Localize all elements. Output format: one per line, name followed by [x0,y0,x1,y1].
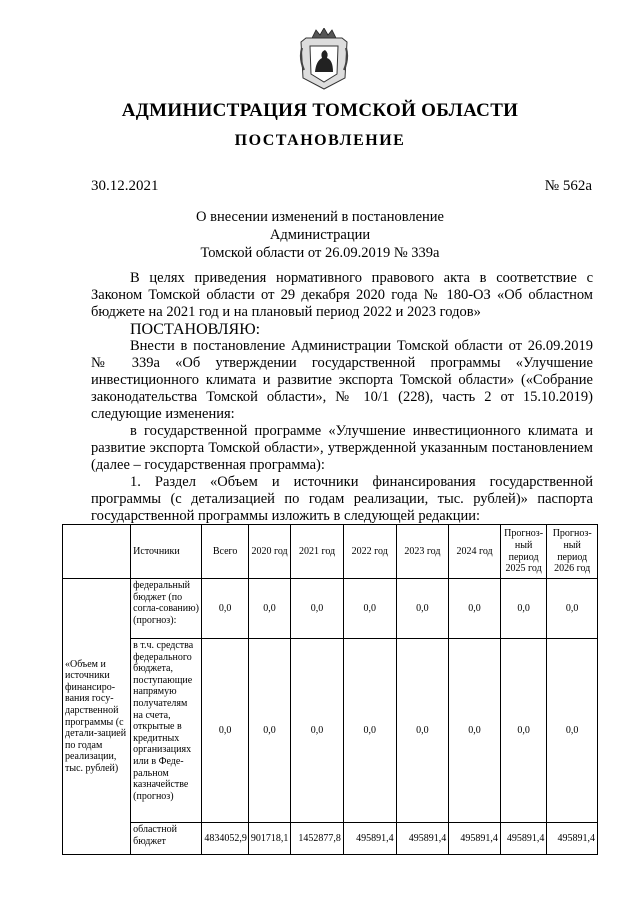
table-row [63,579,598,639]
document-type: ПОСТАНОВЛЕНИЕ [234,132,406,149]
section-paragraph: 1. Раздел «Объем и источники финансирования государственной программы (с детализацией по годам реализации, тыс. рублей)» паспорта государственной программы изложить в следующей редакции: [91,474,593,524]
source-cell: областной бюджет [131,823,202,855]
program-paragraph: в государственной программе «Улучшение инвестиционного климата и развитие экспорта Томской области», утвержденной указанным постановлением (далее – государственная программа): [91,423,593,473]
column-header: Прогноз-ный период 2025 год [500,525,546,579]
value-cell: 495891,4 [547,823,598,855]
value-cell: 0,0 [500,639,546,823]
value-cell: 0,0 [500,579,546,639]
value-cell: 0,0 [449,579,501,639]
value-cell: 901718,1 [248,823,290,855]
preamble-paragraph: В целях приведения нормативного правового акта в соответствие с Законом Томской области от 29 декабря 2020 года № 180-ОЗ «Об областном бюджете на 2021 год и на плановый период 2022 и 2023 годов» [91,270,593,320]
value-cell: 0,0 [202,639,248,823]
subject-line-1: О внесении изменений в постановление Администрации [196,209,444,243]
value-cell: 0,0 [248,639,290,823]
column-header: 2020 год [248,525,290,579]
row-header-cell: «Объем и источники финансиро-вания госу-дарственной программы (с детали-зацией по годам реализации, тыс. рублей) [63,579,131,855]
column-header: Всего [202,525,248,579]
value-cell: 0,0 [343,579,396,639]
document-date: 30.12.2021 [91,178,159,194]
value-cell: 0,0 [396,639,449,823]
value-cell: 495891,4 [396,823,449,855]
table-corner-cell [63,525,131,579]
column-header: Прогноз-ный период 2026 год [547,525,598,579]
value-cell: 0,0 [291,579,344,639]
funding-table [62,524,598,855]
column-header: 2023 год [396,525,449,579]
value-cell: 0,0 [547,639,598,823]
value-cell: 0,0 [449,639,501,823]
agency-title: АДМИНИСТРАЦИЯ ТОМСКОЙ ОБЛАСТИ [121,100,519,121]
value-cell: 495891,4 [449,823,501,855]
document-body [91,270,593,525]
value-cell: 0,0 [396,579,449,639]
table-header-row [63,525,598,579]
value-cell: 4834052,9 [202,823,248,855]
source-cell: федеральный бюджет (по согла-сованию) (прогноз): [131,579,202,639]
column-header: 2024 год [449,525,501,579]
column-header: 2022 год [343,525,396,579]
value-cell: 495891,4 [500,823,546,855]
value-cell: 0,0 [202,579,248,639]
document-subject [150,208,490,262]
document-number: № 562а [544,178,592,194]
value-cell: 1452877,8 [291,823,344,855]
column-header: Источники [131,525,202,579]
subject-line-2: Томской области от 26.09.2019 № 339а [200,245,440,261]
value-cell: 0,0 [343,639,396,823]
decree-word: ПОСТАНОВЛЯЮ: [130,321,261,338]
table-row [63,823,598,855]
column-header: 2021 год [291,525,344,579]
value-cell: 495891,4 [343,823,396,855]
value-cell: 0,0 [248,579,290,639]
value-cell: 0,0 [291,639,344,823]
table-row [63,639,598,823]
amendment-paragraph: Внести в постановление Администрации Томской области от 26.09.2019 № 339а «Об утверждении государственной программы «Улучшение инвестиционного климата и развитие экспорта Томской области» («Собрание законодательства Томской области», № 10/1 (228), часть 2 от 15.10.2019) следующие изменения: [91,338,593,422]
coat-of-arms-icon [298,28,350,90]
source-cell: в т.ч. средства федерального бюджета, поступающие напрямую получателям на счета, открытые в кредитных организациях или в Феде-ральном казначействе (прогноз) [131,639,202,823]
value-cell: 0,0 [547,579,598,639]
